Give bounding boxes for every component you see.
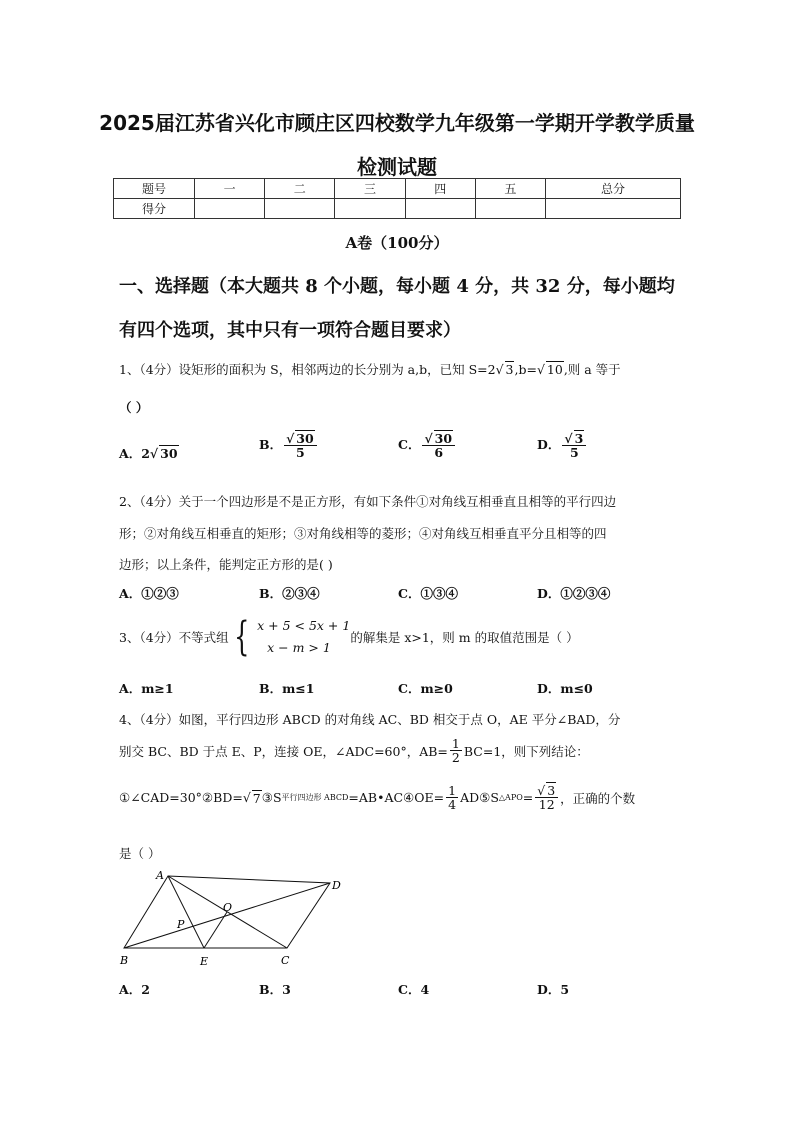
question-1-text <box>119 360 621 378</box>
q1-option-d-den: 5 <box>569 445 579 461</box>
score-table-score-row <box>114 199 681 219</box>
q3-option-c[interactable]: C．m≥0 <box>398 681 453 696</box>
question-2-line-3: 边形；以上条件，能判定正方形的是( ) <box>119 557 333 572</box>
label-b: B <box>120 954 129 967</box>
q1-radicand-1: 3 <box>505 362 514 377</box>
score-cell[interactable] <box>265 199 335 219</box>
q1-radicand-2: 10 <box>546 362 563 377</box>
q1-prefix: 1、（4分）设矩形的面积为 S，相邻两边的长分别为 a,b，已知 S=2 <box>119 362 496 377</box>
q3-eq2: x − m > 1 <box>267 640 331 655</box>
q1-option-b[interactable] <box>259 432 319 459</box>
q4-option-d[interactable]: D．5 <box>537 982 570 997</box>
q4-option-a[interactable]: A．2 <box>119 982 150 997</box>
question-2-line-2: 形；②对角线互相垂直的矩形；③对角线相等的菱形；④对角线互相垂直平分且相等的四 <box>119 526 607 541</box>
question-3-text <box>119 615 579 659</box>
q4-line3-radicand: 7 <box>252 790 261 806</box>
q2-option-b[interactable]: B．②③④ <box>259 586 320 601</box>
q4-subscript-triangle: △APO <box>498 793 523 803</box>
question-2-line-1: 2、（4分）关于一个四边形是不是正方形，有如下条件①对角线互相垂直且相等的平行四边 <box>119 494 617 509</box>
score-header-cell: 五 <box>475 179 545 199</box>
q1-option-c-den: 6 <box>434 445 444 461</box>
title-line-2: 检测试题 <box>357 155 437 179</box>
q1-option-c[interactable] <box>398 432 457 459</box>
q4-line3-e: = <box>522 790 534 806</box>
score-header-cell: 一 <box>195 179 265 199</box>
q4-frac-num: 1 <box>451 736 460 751</box>
q1-option-b-label: B． <box>259 437 283 453</box>
q2-option-c[interactable]: C．①③④ <box>398 586 458 601</box>
q4-line3-a: ①∠CAD=30°②BD= <box>119 790 243 806</box>
title-line-1: 2025届江苏省兴化市顾庄区四校数学九年级第一学期开学教学质量 <box>99 111 695 135</box>
q4-frac2-num: 1 <box>448 783 457 798</box>
q3-option-a[interactable]: A．m≥1 <box>119 681 174 696</box>
label-d: D <box>332 879 341 892</box>
score-cell[interactable] <box>546 199 681 219</box>
question-4-line-3 <box>119 784 635 811</box>
score-cell[interactable] <box>475 199 545 219</box>
q2-option-d[interactable]: D．①②③④ <box>537 586 611 601</box>
score-header-cell: 三 <box>335 179 405 199</box>
q1-option-d[interactable] <box>537 432 588 459</box>
section-a-heading: A卷（100分） <box>345 234 449 252</box>
q3-option-b[interactable]: B．m≤1 <box>259 681 315 696</box>
score-header-cell: 题号 <box>114 179 195 199</box>
score-table <box>113 178 681 219</box>
q4-line3-d: AD⑤S <box>460 790 499 806</box>
q1-option-d-num: 3 <box>574 431 584 446</box>
label-a: A <box>156 869 164 882</box>
q3-prefix: 3、（4分）不等式组 <box>119 630 229 645</box>
q1-option-b-num: 30 <box>296 431 314 446</box>
q1-option-a[interactable] <box>119 444 179 462</box>
q4-option-c[interactable]: C．4 <box>398 982 430 997</box>
label-c: C <box>281 954 290 967</box>
score-header-cell: 二 <box>265 179 335 199</box>
part-1-heading-line-1: 一、选择题（本大题共 8 个小题，每小题 4 分，共 32 分，每小题均 <box>119 276 675 297</box>
q1-suffix: ,则 a 等于 <box>563 362 621 377</box>
score-cell[interactable] <box>195 199 265 219</box>
score-header-cell: 总分 <box>546 179 681 199</box>
q4-frac3-num: 3 <box>547 783 556 798</box>
q1-mid: ,b= <box>514 362 537 377</box>
q1-option-c-num: 30 <box>434 431 453 446</box>
q4-option-b[interactable]: B．3 <box>259 982 291 997</box>
q4-line2-a: 别交 BC、BD 于点 E、P，连接 OE，∠ADC=60°，AB= <box>119 743 448 759</box>
q3-suffix: 的解集是 x>1，则 m 的取值范围是（ ） <box>350 630 579 645</box>
q4-line3-b: ③S <box>261 790 282 806</box>
q3-option-d[interactable]: D．m≤0 <box>537 681 593 696</box>
label-e: E <box>200 955 209 968</box>
question-4-line-1: 4、（4分）如图，平行四边形 ABCD 的对角线 AC、BD 相交于点 O，AE 平分∠BAD，分 <box>119 712 621 727</box>
parallelogram-figure <box>112 866 352 971</box>
score-cell[interactable] <box>335 199 405 219</box>
q3-eq1: x + 5 < 5x + 1 <box>257 618 351 633</box>
question-1-paren: （ ） <box>119 400 149 415</box>
q4-line2-b: BC=1，则下列结论： <box>463 743 589 759</box>
diagonal-bd <box>124 883 330 948</box>
part-1-heading-line-2: 有四个选项，其中只有一项符合题目要求） <box>119 320 461 341</box>
q4-subscript-parallelogram: 平行四边形 ABCD <box>281 793 349 803</box>
question-4-line-4: 是（ ） <box>119 846 161 861</box>
q1-option-b-den: 5 <box>296 445 305 461</box>
q4-line3-f: ，正确的个数 <box>560 790 636 806</box>
q2-option-a[interactable]: A．①②③ <box>119 586 179 601</box>
q1-option-c-label: C． <box>398 437 421 453</box>
label-p: P <box>177 918 185 931</box>
q4-frac2-den: 4 <box>448 797 457 813</box>
score-cell[interactable] <box>405 199 475 219</box>
q4-line3-c: =AB•AC④OE= <box>348 790 445 806</box>
label-o: O <box>223 901 233 914</box>
inequality-system: { x + 5 < 5x + 1 x − m > 1 <box>233 614 351 660</box>
score-header-cell: 四 <box>405 179 475 199</box>
q4-frac-den: 2 <box>451 750 460 766</box>
score-table-header-row <box>114 179 681 199</box>
question-4-line-2 <box>119 737 589 764</box>
segment-oe <box>204 912 227 948</box>
q1-option-a-label: A．2 <box>119 446 150 461</box>
score-row-label: 得分 <box>114 199 195 219</box>
q1-option-a-radicand: 30 <box>160 446 178 461</box>
q4-frac3-den: 12 <box>538 797 555 813</box>
q1-option-d-label: D． <box>537 437 561 453</box>
